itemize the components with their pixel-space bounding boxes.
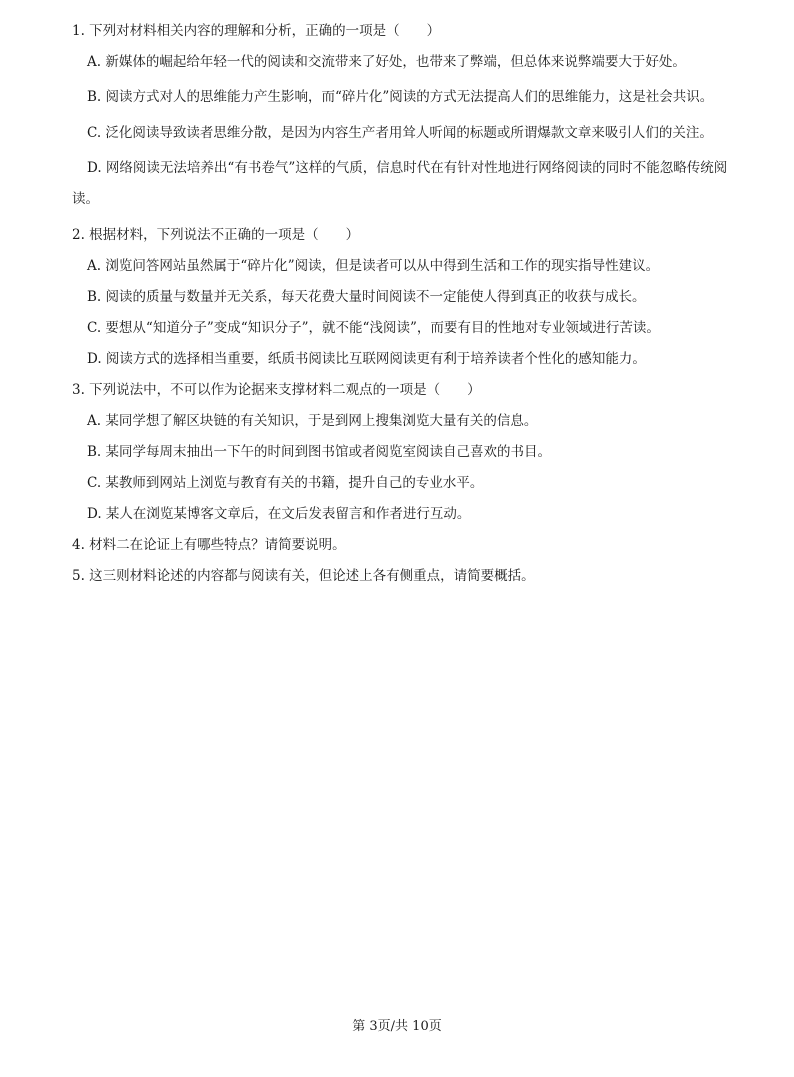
option-c: C. 某教师到网站上浏览与教育有关的书籍，提升自己的专业水平。 [87, 475, 484, 491]
option-a: A. 某同学想了解区块链的有关知识，于是到网上搜集浏览大量有关的信息。 [87, 413, 538, 429]
question-stem: 2. 根据材料，下列说法不正确的一项是（ ） [72, 227, 360, 243]
question-5 [72, 565, 732, 587]
option-b: B. 某同学每周末抽出一下午的时间到图书馆或者阅览室阅读自己喜欢的书目。 [87, 444, 552, 460]
option-d: D. 阅读方式的选择相当重要，纸质书阅读比互联网阅读更有利于培养读者个性化的感知能力。 [87, 351, 646, 367]
question-4 [72, 534, 732, 556]
option-a: A. 浏览问答网站虽然属于“碎片化”阅读，但是读者可以从中得到生活和工作的现实指导性建议。 [87, 258, 660, 274]
question-stem: 3. 下列说法中，不可以作为论据来支撑材料二观点的一项是（ ） [72, 382, 481, 398]
page-number: 第 3页/共 10页 [352, 1019, 442, 1034]
question-2 [72, 224, 732, 370]
question-3 [72, 379, 732, 525]
option-b: B. 阅读方式对人的思维能力产生影响，而“碎片化”阅读的方式无法提高人们的思维能力，这是社会共识。 [87, 89, 714, 105]
option-b: B. 阅读的质量与数量并无关系，每天花费大量时间阅读不一定能使人得到真正的收获与成长。 [87, 289, 646, 305]
option-c: C. 泛化阅读导致读者思维分散，是因为内容生产者用耸人听闻的标题或所谓爆款文章来吸引人们的关注。 [87, 125, 713, 141]
question-stem: 5. 这三则材料论述的内容都与阅读有关，但论述上各有侧重点，请简要概括。 [72, 568, 535, 584]
question-stem: 1. 下列对材料相关内容的理解和分析，正确的一项是（ ） [72, 23, 441, 39]
question-1 [72, 20, 732, 215]
option-c: C. 要想从“知道分子”变成“知识分子”，就不能“浅阅读”，而要有目的性地对专业领域进行苦读。 [87, 320, 660, 336]
option-d: D. 网络阅读无法培养出“有书卷气”这样的气质，信息时代在有针对性地进行网络阅读的同时不能忽略传统阅读。 [72, 160, 728, 207]
option-d: D. 某人在浏览某博客文章后，在文后发表留言和作者进行互动。 [87, 506, 471, 522]
question-stem: 4. 材料二在论证上有哪些特点？请简要说明。 [72, 537, 346, 553]
question-list [72, 20, 732, 596]
option-a: A. 新媒体的崛起给年轻一代的阅读和交流带来了好处，也带来了弊端，但总体来说弊端要大于好处。 [87, 54, 686, 70]
